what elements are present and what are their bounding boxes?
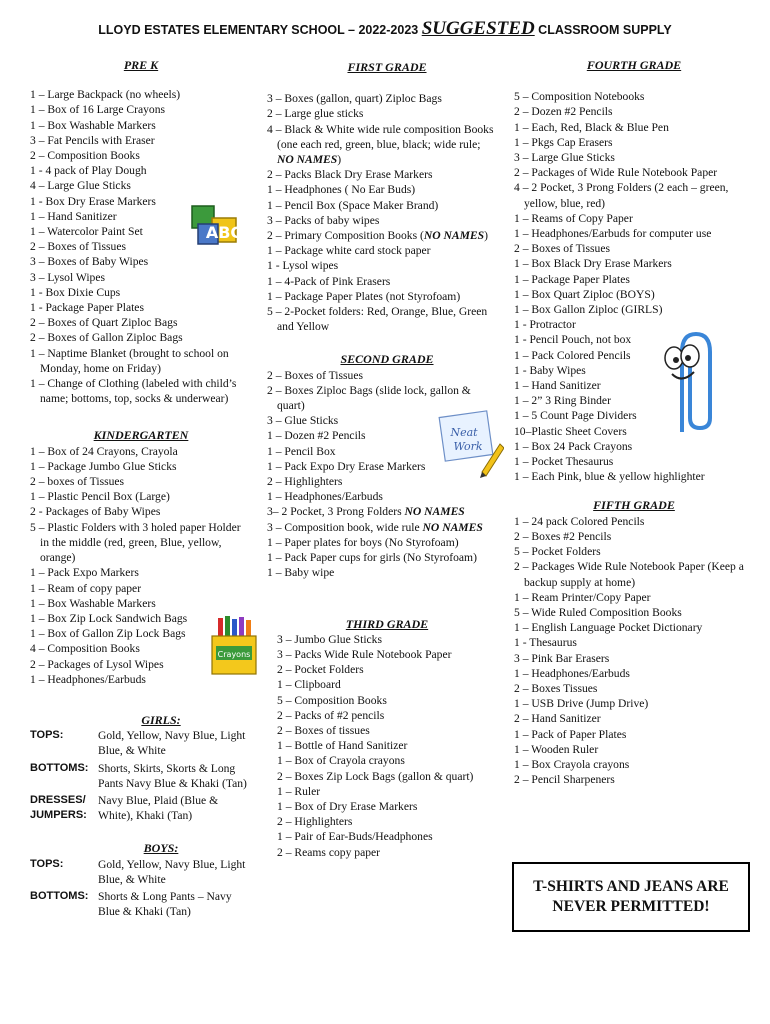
list-item: 1 – Pack Expo Markers <box>30 566 139 580</box>
list-item: 3 – Large Glue Sticks <box>514 151 615 165</box>
list-item: 2 – Boxes of Quart Ziploc Bags <box>30 316 178 330</box>
item-text: 3 – Boxes (gallon, quart) Ziploc Bags <box>267 92 442 106</box>
list-item: 2 – Composition Books <box>30 149 140 163</box>
paperclip-mascot-clipart <box>652 328 716 438</box>
list-item <box>267 489 495 504</box>
list-item: 1 – Hand Sanitizer <box>514 379 601 393</box>
item-text: 5 – 2-Pocket folders: Red, Orange, Blue, Green and Yellow <box>267 305 488 334</box>
list-item <box>267 182 495 197</box>
notice-line-2: NEVER PERMITTED! <box>552 898 710 915</box>
item-text: 1 – Package Paper Plates (not Styrofoam) <box>267 289 461 303</box>
item-text: 3– 2 Pocket, 3 Prong Folders <box>267 505 405 519</box>
item-text: 3 – Packs of baby wipes <box>267 213 380 227</box>
neat-word: Neat <box>450 426 478 439</box>
list-item <box>267 228 495 243</box>
dress-code-value: Shorts, Skirts, Skorts & Long Pants Navy Blue & Khaki (Tan) <box>98 761 247 790</box>
list-item: 1 - Pencil Pouch, not box <box>514 333 632 347</box>
list-item: 1 – Ream of copy paper <box>30 581 142 595</box>
item-text: 1 – Pencil Box (Space Maker Brand) <box>267 198 439 212</box>
item-emphasis: NO NAMES <box>422 520 483 534</box>
list-item: 4 – Large Glue Sticks <box>30 179 131 193</box>
list-item: 10–Plastic Sheet Covers <box>514 424 627 438</box>
list-item: 1 – Box Quart Ziploc (BOYS) <box>514 287 655 301</box>
list-item: 1 – Box Black Dry Erase Markers <box>514 257 672 271</box>
notice-line-1: T-SHIRTS AND JEANS ARE <box>533 878 729 895</box>
abc-blocks-clipart <box>190 198 246 248</box>
list-item: 3 – Boxes of Baby Wipes <box>30 255 149 269</box>
list-item: 1 – Wooden Ruler <box>514 742 599 756</box>
fifth-grade-heading: FIFTH GRADE <box>593 498 675 513</box>
list-item: 5 – Plastic Folders with 3 holed paper Holder in the middle (red, green, Blue, yellow, orange) <box>30 520 241 565</box>
list-item: 2 – Reams copy paper <box>277 845 381 859</box>
list-item: 1 – Box of Dry Erase Markers <box>277 799 418 813</box>
list-item: 1 – Box 24 Pack Crayons <box>514 439 633 453</box>
girls-dress-code <box>30 728 252 825</box>
list-item: 1 – Box of Crayola crayons <box>277 754 405 768</box>
list-item: 2 – Boxes of tissues <box>277 723 370 737</box>
item-text: 1 – Pack Paper cups for girls (No Styrofoam) <box>267 551 477 565</box>
list-item <box>267 167 495 182</box>
list-item: 2 – Dozen #2 Pencils <box>514 105 613 119</box>
dress-code-value: Gold, Yellow, Navy Blue, Light Blue, & White <box>98 729 246 758</box>
list-item: 4 – 2 Pocket, 3 Prong Folders (2 each – green, yellow, blue, red) <box>514 181 729 210</box>
second-grade-heading: SECOND GRADE <box>340 352 434 367</box>
list-item: 2 – Packs of #2 pencils <box>277 708 385 722</box>
item-text: 1 – Dozen #2 Pencils <box>267 429 366 443</box>
title-emphasis: SUGGESTED <box>421 18 535 39</box>
dress-code-label: TOPS: <box>30 729 64 742</box>
third-grade-list <box>267 632 492 860</box>
item-text: 2 – Boxes Ziploc Bags (slide lock, gallon & quart) <box>267 383 471 413</box>
list-item: 1 – Hand Sanitizer <box>30 209 117 223</box>
first-grade-list <box>267 91 495 334</box>
list-item: 4 – Composition Books <box>30 642 140 656</box>
list-item: 5 – Composition Books <box>277 693 387 707</box>
list-item: 1 – Each Pink, blue & yellow highlighter <box>514 470 705 484</box>
dress-code-row <box>30 793 252 825</box>
list-item <box>267 198 495 213</box>
list-item: 1 – USB Drive (Jump Drive) <box>514 697 649 711</box>
item-emphasis: NO NAMES <box>404 505 465 519</box>
list-item: 1 – Each, Red, Black & Blue Pen <box>514 120 669 134</box>
list-item: 1 – Watercolor Paint Set <box>30 225 143 239</box>
dress-code-label: BOTTOMS: <box>30 889 89 902</box>
list-item <box>267 304 495 334</box>
list-item: 3 – Fat Pencils with Eraser <box>30 133 155 147</box>
list-item: 2 – Pocket Folders <box>277 663 364 677</box>
list-item: 1 - Thesaurus <box>514 636 577 650</box>
list-item: 1 – Pocket Thesaurus <box>514 455 614 469</box>
list-item <box>267 243 495 258</box>
list-item <box>267 213 495 228</box>
list-item: 2 – Highlighters <box>277 815 353 829</box>
dress-code-row <box>30 889 252 921</box>
list-item <box>267 535 495 550</box>
dress-code-value: Gold, Yellow, Navy Blue, Light Blue, & White <box>98 857 246 886</box>
list-item: 1 – Box Gallon Ziploc (GIRLS) <box>514 303 663 317</box>
title-prefix: LLOYD ESTATES ELEMENTARY SCHOOL – 2022-2023 <box>98 23 422 37</box>
dress-code-row <box>30 761 252 793</box>
item-text: 1 – Package white card stock paper <box>267 244 431 258</box>
list-item: 2 – Packages Wide Rule Notebook Paper (Keep a backup supply at home) <box>514 560 744 589</box>
list-item: 1 - Package Paper Plates <box>30 301 144 315</box>
prek-heading: PRE K <box>123 58 159 72</box>
list-item: 1 – Package Paper Plates <box>514 272 630 286</box>
list-item: 5 – Wide Ruled Composition Books <box>514 605 682 619</box>
list-item: 1 – Headphones/Earbuds <box>30 672 146 686</box>
list-item: 2 - Packages of Baby Wipes <box>30 505 161 519</box>
list-item: 1 – Ruler <box>277 784 321 798</box>
list-item: 2 – Hand Sanitizer <box>514 712 601 726</box>
dress-code-row <box>30 857 252 889</box>
list-item <box>267 504 495 519</box>
list-item <box>267 368 495 383</box>
girls-heading: GIRLS: <box>141 712 181 727</box>
boys-heading: BOYS: <box>143 841 179 856</box>
item-text: 2 – Primary Composition Books ( <box>267 229 424 243</box>
list-item: 1 - Baby Wipes <box>514 363 586 377</box>
item-text: 1 – Baby wipe <box>267 566 335 580</box>
item-text: 3 – Composition book, wide rule <box>267 520 423 534</box>
list-item: 3 – Pink Bar Erasers <box>514 651 610 665</box>
list-item: 1 – Headphones/Earbuds for computer use <box>514 227 712 241</box>
third-grade-heading: THIRD GRADE <box>345 616 429 631</box>
list-item: 1 – Change of Clothing (labeled with child’s name; bottoms, top, socks & underwear) <box>30 377 237 406</box>
list-item: 1 - Box Dry Erase Markers <box>30 194 156 208</box>
fifth-grade-list <box>514 514 754 788</box>
item-text: 2 – Packs Black Dry Erase Markers <box>267 168 433 182</box>
neat-work-clipart <box>438 410 504 478</box>
list-item <box>267 550 495 565</box>
list-item: 2 – Boxes #2 Pencils <box>514 529 612 543</box>
list-item: 1 – 5 Count Page Dividers <box>514 409 637 423</box>
list-item: 1 – Box Zip Lock Sandwich Bags <box>30 611 188 625</box>
list-item: 1 – Box of Gallon Zip Lock Bags <box>30 627 186 641</box>
item-text: 1 – Paper plates for boys (No Styrofoam) <box>267 535 459 549</box>
list-item: 1 – Pack of Paper Plates <box>514 727 627 741</box>
list-item: 3 – Packs Wide Rule Notebook Paper <box>277 647 452 661</box>
list-item: 2 – Boxes of Gallon Ziploc Bags <box>30 331 183 345</box>
list-item: 1 – Package Jumbo Glue Sticks <box>30 459 177 473</box>
list-item: 1 – Ream Printer/Copy Paper <box>514 590 651 604</box>
list-item: 2 – Pencil Sharpeners <box>514 773 615 787</box>
fourth-grade-list <box>514 89 754 484</box>
item-suffix: ) <box>337 153 342 167</box>
page-title <box>0 18 770 40</box>
list-item: 1 – 24 pack Colored Pencils <box>514 514 645 528</box>
abc-blocks-label: ABC <box>205 223 243 242</box>
fourth-grade-heading: FOURTH GRADE <box>586 58 682 72</box>
item-text: 1 – Pencil Box <box>267 444 336 458</box>
list-item: 3 – Jumbo Glue Sticks <box>277 632 382 646</box>
list-item <box>267 520 495 535</box>
list-item <box>267 122 495 168</box>
item-text: 2 – Boxes of Tissues <box>267 368 363 382</box>
list-item <box>267 565 495 580</box>
item-suffix: ) <box>484 229 488 243</box>
title-suffix: CLASSROOM SUPPLY <box>534 23 672 37</box>
column-left <box>30 58 252 921</box>
list-item <box>267 91 495 106</box>
item-text: 4 – Black & White wide rule composition Books (one each red, green, blue, black; wide rule; <box>267 122 494 151</box>
list-item: 1 – Plastic Pencil Box (Large) <box>30 490 170 504</box>
list-item: 1 – Box Crayola crayons <box>514 757 630 771</box>
list-item <box>267 289 495 304</box>
list-item <box>267 383 495 413</box>
list-item: 1 – Box Washable Markers <box>30 596 156 610</box>
list-item: 2 – Boxes Zip Lock Bags (gallon & quart) <box>277 769 474 783</box>
list-item: 1 – English Language Pocket Dictionary <box>514 621 703 635</box>
dress-code-notice <box>512 862 750 932</box>
crayon-box-label: Crayons <box>217 650 251 659</box>
item-text: 2 – Large glue sticks <box>267 107 364 121</box>
list-item <box>267 106 495 121</box>
dress-code-label: TOPS: <box>30 857 64 870</box>
dress-code-label: BOTTOMS: <box>30 761 89 774</box>
work-word: Work <box>453 440 483 453</box>
list-item: 1 – Large Backpack (no wheels) <box>30 88 181 102</box>
list-item: 1 - 4 pack of Play Dough <box>30 164 147 178</box>
list-item: 2 – Packages of Lysol Wipes <box>30 657 164 671</box>
list-item: 1 - Protractor <box>514 318 576 332</box>
list-item: 2 – Boxes of Tissues <box>30 240 126 254</box>
item-emphasis: NO NAMES <box>277 153 338 167</box>
item-text: 1 – Pack Expo Dry Erase Markers <box>267 459 426 473</box>
list-item: 1 – 2” 3 Ring Binder <box>514 394 611 408</box>
dress-code-value: Navy Blue, Plaid (Blue & White), Khaki (Tan) <box>98 793 219 823</box>
list-item: 2 – Packages of Wide Rule Notebook Paper <box>514 166 718 180</box>
list-item: 1 – Pkgs Cap Erasers <box>514 135 613 149</box>
kindergarten-heading: KINDERGARTEN <box>93 428 189 443</box>
item-text: 1 – 4-Pack of Pink Erasers <box>267 274 391 288</box>
list-item: 1 – Box of 16 Large Crayons <box>30 103 166 117</box>
dress-code-value: Shorts & Long Pants – Navy Blue & Khaki (Tan) <box>98 889 232 919</box>
first-grade-heading: FIRST GRADE <box>347 60 427 74</box>
item-text: 1 – Headphones ( No Ear Buds) <box>267 183 416 197</box>
dress-code-row <box>30 728 252 760</box>
list-item: 2 – Boxes of Tissues <box>514 242 610 256</box>
list-item: 1 – Bottle of Hand Sanitizer <box>277 739 408 753</box>
list-item: 5 – Pocket Folders <box>514 545 601 559</box>
list-item: 1 – Pack Colored Pencils <box>514 348 631 362</box>
item-text: 2 – Highlighters <box>267 475 343 489</box>
list-item: 1 – Reams of Copy Paper <box>514 211 633 225</box>
list-item: 1 – Pair of Ear-Buds/Headphones <box>277 830 433 844</box>
list-item: 1 – Headphones/Earbuds <box>514 666 630 680</box>
list-item: 2 – boxes of Tissues <box>30 475 125 489</box>
list-item: 1 – Clipboard <box>277 678 341 692</box>
crayon-box-clipart <box>208 616 258 676</box>
list-item: 3 – Lysol Wipes <box>30 270 106 284</box>
item-text: 1 - Lysol wipes <box>267 259 339 273</box>
list-item <box>267 258 495 273</box>
list-item: 2 – Boxes Tissues <box>514 681 598 695</box>
list-item: 1 – Naptime Blanket (brought to school on Monday, home on Friday) <box>30 346 229 375</box>
list-item: 5 – Composition Notebooks <box>514 90 645 104</box>
boys-dress-code <box>30 857 252 922</box>
column-right <box>514 58 754 787</box>
item-text: 1 – Headphones/Earbuds <box>267 490 383 504</box>
list-item <box>267 274 495 289</box>
list-item: 1 – Box Washable Markers <box>30 118 156 132</box>
list-item: 1 - Box Dixie Cups <box>30 285 121 299</box>
dress-code-label: DRESSES/ JUMPERS: <box>30 793 87 822</box>
list-item: 1 – Box of 24 Crayons, Crayola <box>30 444 178 458</box>
item-text: 3 – Glue Sticks <box>267 414 339 428</box>
item-emphasis: NO NAMES <box>423 229 485 243</box>
